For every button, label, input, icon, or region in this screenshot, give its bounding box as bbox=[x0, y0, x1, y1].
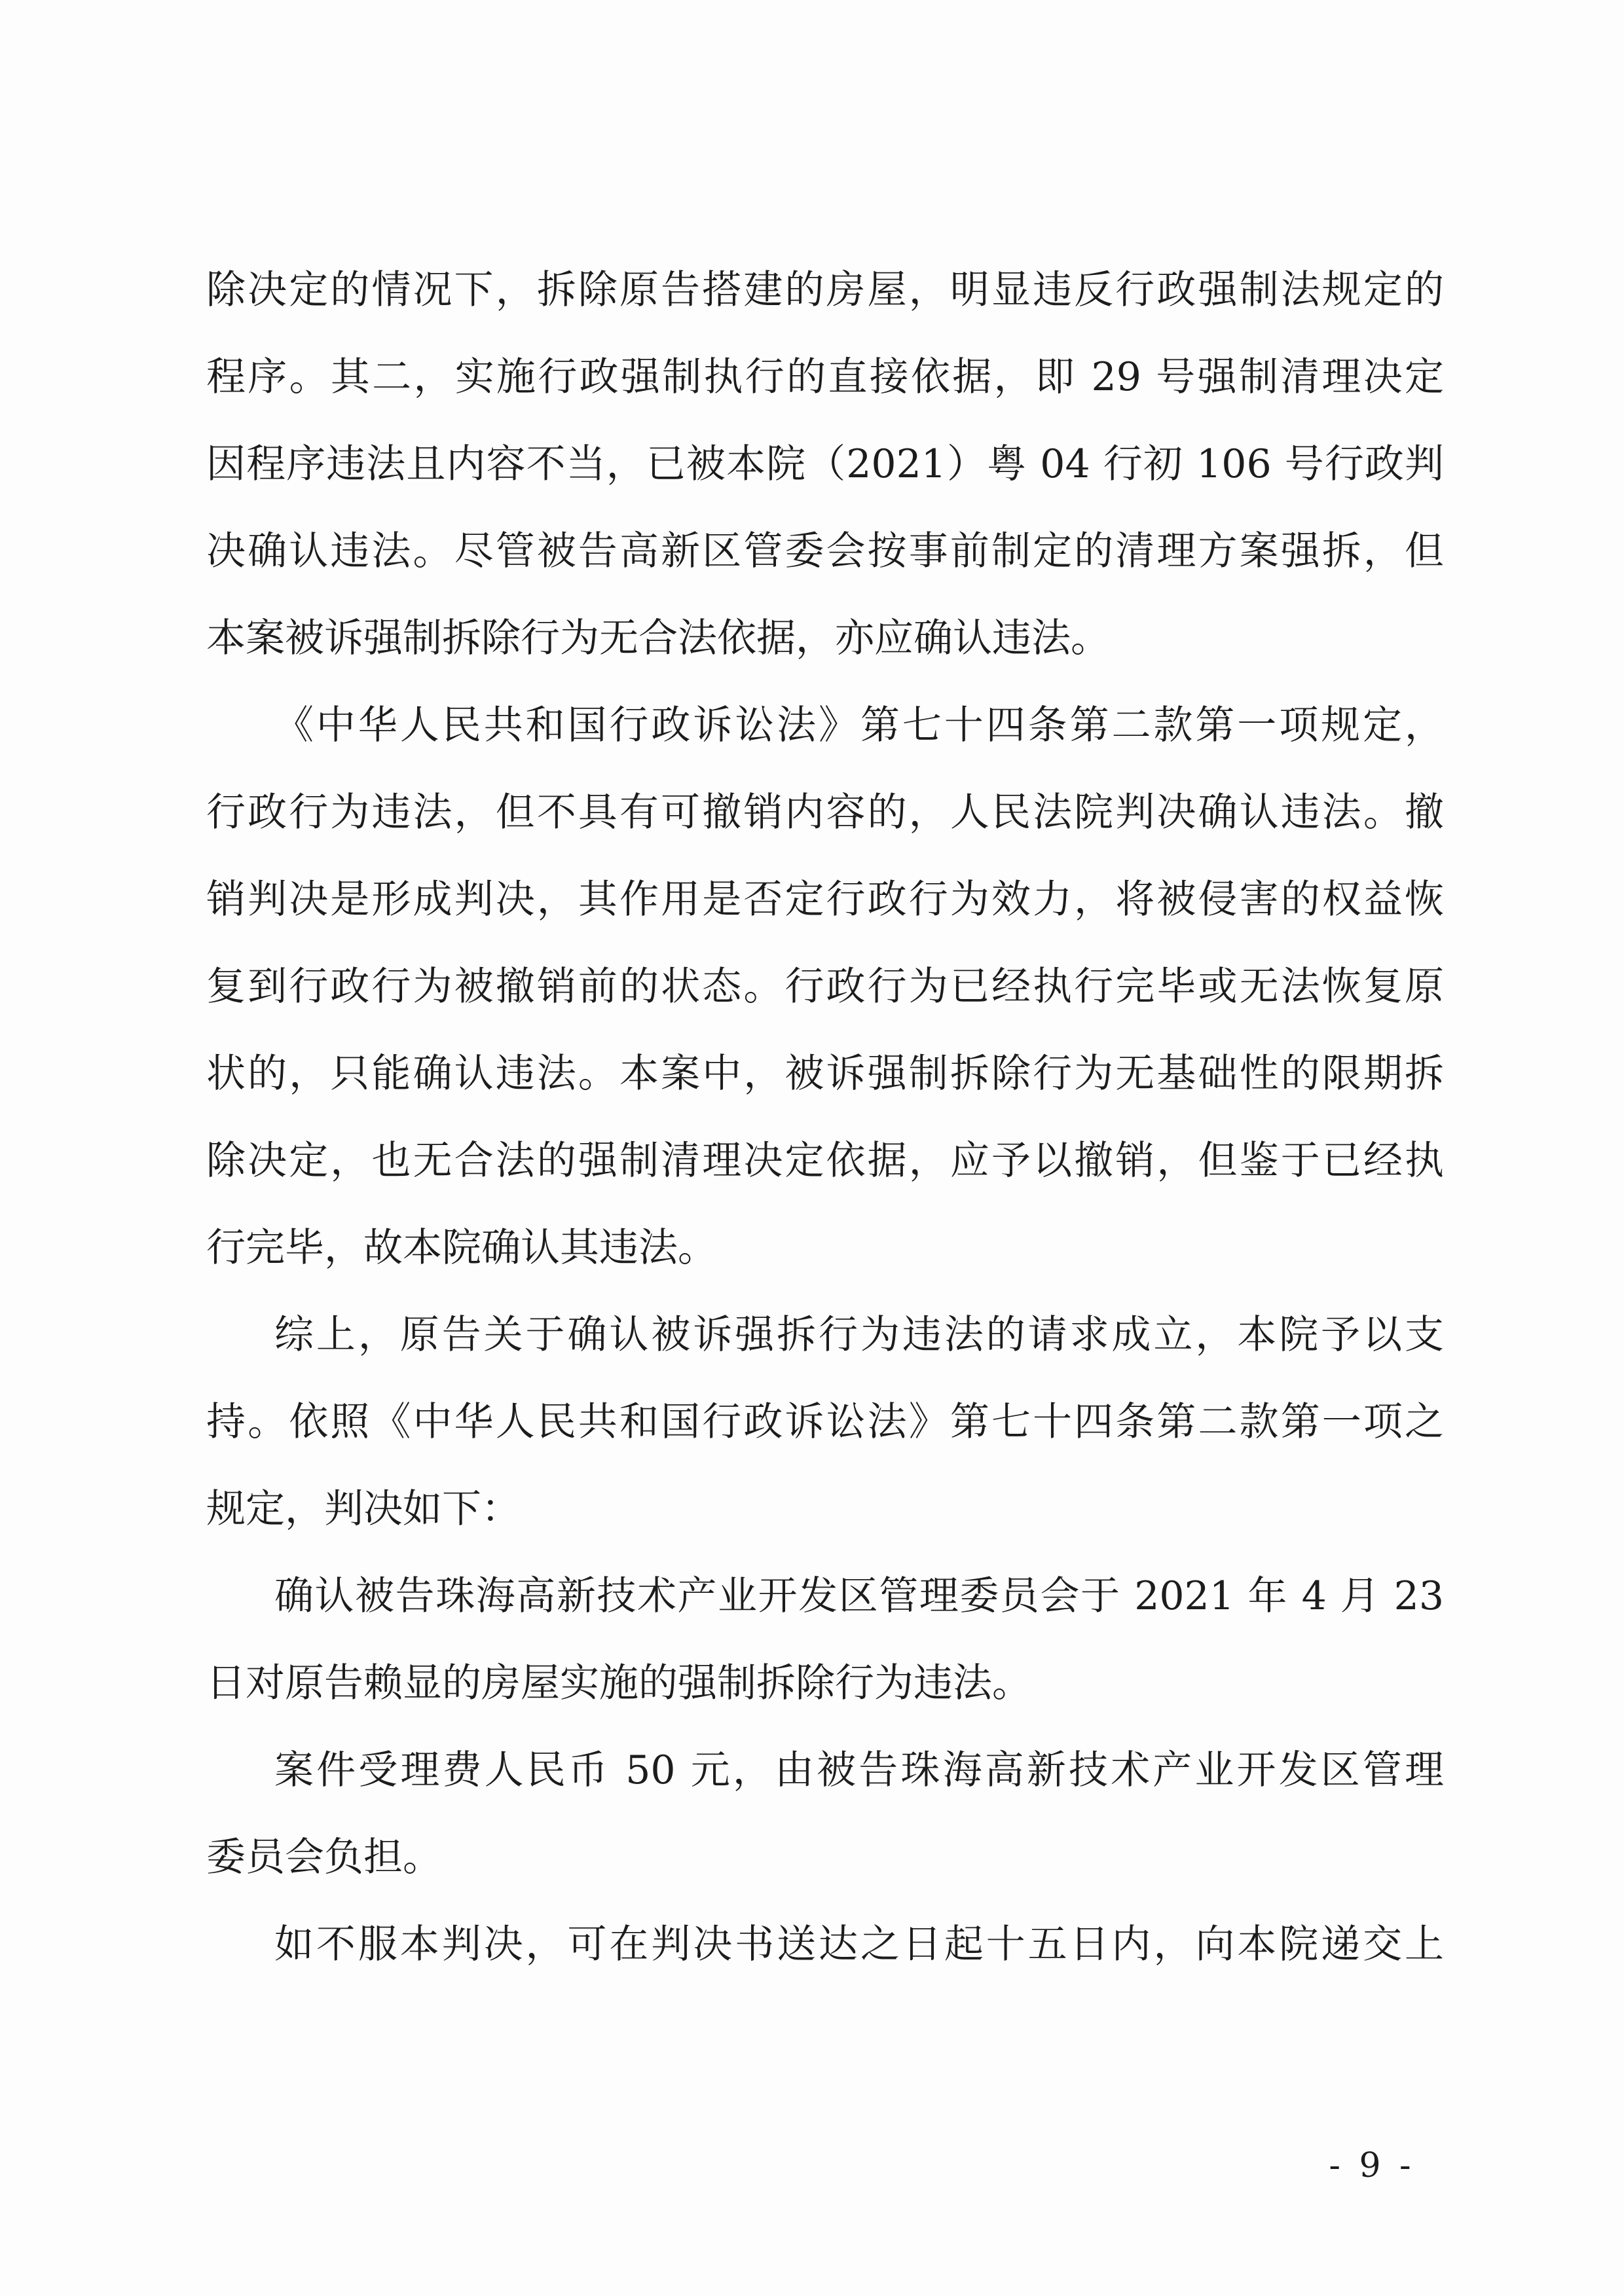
text-line: 状的，只能确认违法。本案中，被诉强制拆除行为无基础性的限期拆 bbox=[206, 1051, 1444, 1097]
text-line: 日对原告赖显的房屋实施的强制拆除行为违法。 bbox=[206, 1660, 1031, 1706]
page-number: - 9 - bbox=[1329, 2146, 1415, 2185]
text-line: 案件受理费人民币 50 元，由被告珠海高新技术产业开发区管理 bbox=[274, 1747, 1444, 1793]
paragraph bbox=[206, 1727, 1444, 1901]
paragraph bbox=[206, 1901, 1444, 1988]
text-line: 如不服本判决，可在判决书送达之日起十五日内，向本院递交上 bbox=[274, 1922, 1444, 1967]
text-line: 综上，原告关于确认被诉强拆行为违法的请求成立，本院予以支 bbox=[274, 1312, 1444, 1358]
judgment-text-body bbox=[206, 247, 1444, 1988]
text-line: 行完毕，故本院确认其违法。 bbox=[206, 1225, 717, 1271]
text-line: 规定，判决如下： bbox=[206, 1486, 521, 1532]
text-line: 程序。其二，实施行政强制执行的直接依据，即 29 号强制清理决定 bbox=[206, 354, 1444, 400]
text-line: 本案被诉强制拆除行为无合法依据，亦应确认违法。 bbox=[206, 615, 1110, 661]
paragraph bbox=[206, 247, 1444, 682]
text-line: 委员会负担。 bbox=[206, 1834, 442, 1880]
text-line: 持。依照《中华人民共和国行政诉讼法》第七十四条第二款第一项之 bbox=[206, 1399, 1444, 1445]
paragraph bbox=[206, 682, 1444, 1292]
paragraph bbox=[206, 1553, 1444, 1727]
text-line: 销判决是形成判决，其作用是否定行政行为效力，将被侵害的权益恢 bbox=[206, 877, 1444, 922]
text-line: 确认被告珠海高新技术产业开发区管理委员会于 2021 年 4 月 23 bbox=[274, 1573, 1444, 1619]
text-line: 决确认违法。尽管被告高新区管委会按事前制定的清理方案强拆，但 bbox=[206, 528, 1444, 574]
text-line: 复到行政行为被撤销前的状态。行政行为已经执行完毕或无法恢复原 bbox=[206, 964, 1444, 1010]
text-line: 除决定的情况下，拆除原告搭建的房屋，明显违反行政强制法规定的 bbox=[206, 267, 1444, 313]
text-line: 因程序违法且内容不当，已被本院（2021）粤 04 行初 106 号行政判 bbox=[206, 441, 1444, 487]
paragraph bbox=[206, 1292, 1444, 1553]
text-line: 行政行为违法，但不具有可撤销内容的，人民法院判决确认违法。撤 bbox=[206, 790, 1444, 835]
text-line: 除决定，也无合法的强制清理决定依据，应予以撤销，但鉴于已经执 bbox=[206, 1138, 1444, 1184]
text-line: 《中华人民共和国行政诉讼法》第七十四条第二款第一项规定， bbox=[274, 702, 1444, 748]
